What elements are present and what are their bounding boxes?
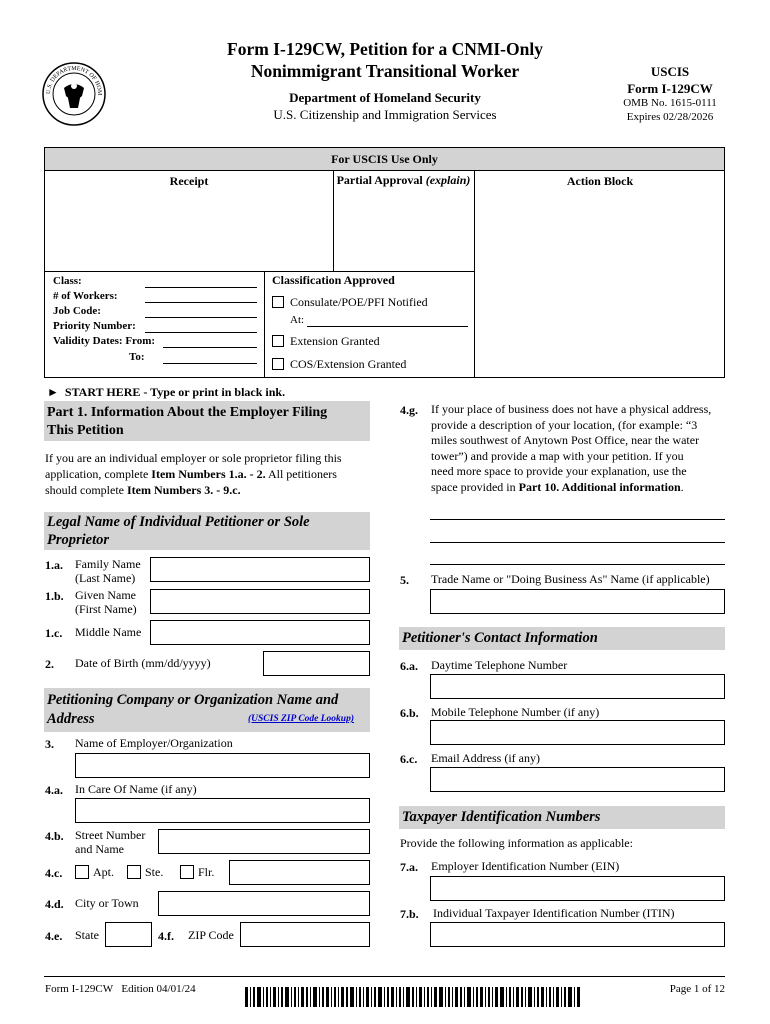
form-title	[190, 38, 580, 82]
family-name-input[interactable]	[150, 557, 370, 582]
dob-input[interactable]	[263, 651, 370, 676]
middle-name-input[interactable]	[150, 620, 370, 645]
item-7a-number: 7.a.	[400, 860, 418, 874]
legal-name-heading	[47, 513, 310, 549]
expiration: Expires 02/28/2026	[626, 111, 714, 123]
given-name-label-line2: (First Name)	[75, 602, 137, 616]
tax-intro: Provide the following information as applicable:	[400, 836, 633, 850]
street-input[interactable]	[158, 829, 370, 854]
omb-number: OMB No. 1615-0111	[623, 97, 717, 109]
itin-label: Individual Taxpayer Identification Number (ITIN)	[433, 906, 675, 920]
footer-form	[45, 983, 196, 995]
footer-rule	[44, 976, 725, 977]
ste-label: Ste.	[145, 865, 164, 879]
uscis-label: USCIS	[650, 64, 690, 79]
email-input[interactable]	[430, 767, 725, 792]
page-number: Page 1 of 12	[669, 983, 725, 995]
cos-checkbox[interactable]	[272, 358, 284, 370]
street-label	[75, 828, 145, 856]
item-4d-number: 4.d.	[45, 897, 64, 911]
ein-input[interactable]	[430, 876, 725, 901]
intro3-text: should complete	[45, 483, 127, 497]
form-title-line1: Form I-129CW, Petition for a CNMI-Only	[227, 39, 543, 59]
priority-label: Priority Number:	[53, 320, 136, 332]
at-label: At:	[290, 314, 305, 326]
receipt-label: Receipt	[169, 174, 209, 188]
item-4c-number: 4.c.	[45, 866, 63, 880]
company-heading-line2: Address	[47, 711, 95, 727]
divider	[45, 271, 474, 272]
tax-heading: Taxpayer Identification Numbers	[402, 809, 601, 825]
family-name-label-line2: (Last Name)	[75, 571, 136, 585]
item-4g-line6-ref: Part 10. Additional information	[518, 479, 681, 494]
item-4g-line6-end: .	[680, 479, 684, 494]
apt-label: Apt.	[93, 865, 114, 879]
department: Department of Homeland Security	[289, 90, 481, 105]
footer-edition: Edition 04/01/24	[121, 983, 196, 995]
extension-checkbox[interactable]	[272, 335, 284, 347]
workers-label: # of Workers:	[53, 290, 118, 302]
day-phone-label: Daytime Telephone Number	[431, 658, 568, 672]
item-4g-line6	[431, 480, 711, 496]
start-here	[47, 385, 285, 400]
flr-checkbox[interactable]	[180, 865, 194, 879]
workers-line	[145, 302, 257, 303]
street-label-line2: and Name	[75, 842, 124, 856]
given-name-label	[75, 588, 137, 616]
classification-label: Classification Approved	[272, 273, 395, 287]
validity-to-line	[163, 363, 257, 364]
email-label: Email Address (if any)	[431, 751, 540, 765]
unit-number-input[interactable]	[229, 860, 370, 885]
location-line-1[interactable]	[430, 519, 725, 520]
item-4g-number: 4.g.	[400, 403, 418, 417]
item-4g-line5: need more space to provide your explanation, use the	[431, 464, 687, 478]
job-code-line	[145, 317, 257, 318]
at-line	[307, 326, 468, 327]
legal-name-heading-line2: Proprietor	[47, 532, 110, 548]
item-4e-number: 4.e.	[45, 929, 63, 943]
divider	[264, 271, 265, 377]
ein-label: Employer Identification Number (EIN)	[431, 859, 620, 873]
explain-text: (explain)	[425, 173, 471, 187]
dhs-seal	[42, 62, 106, 126]
item-1b-number: 1.b.	[45, 589, 64, 603]
item-1c-number: 1.c.	[45, 626, 63, 640]
intro2-rest: All petitioners	[265, 467, 337, 481]
family-name-label-line1: Family Name	[75, 557, 141, 571]
contact-heading: Petitioner's Contact Information	[402, 630, 598, 646]
dob-label: Date of Birth (mm/dd/yyyy)	[75, 656, 211, 670]
item-4g-line1: If your place of business does not have a physical address,	[431, 402, 712, 416]
agency: U.S. Citizenship and Immigration Services	[273, 107, 497, 122]
middle-name-label: Middle Name	[75, 625, 142, 639]
item-1a-number: 1.a.	[45, 558, 63, 572]
partial-approval-text: Partial Approval	[336, 173, 423, 187]
divider	[474, 171, 475, 377]
part1-heading-line2: This Petition	[47, 423, 124, 438]
footer-form-id: Form I-129CW	[45, 983, 114, 995]
action-block-label: Action Block	[566, 174, 634, 188]
part1-heading-line1: Part 1. Information About the Employer Filing	[47, 405, 328, 420]
validity-to-label: To:	[129, 351, 145, 363]
street-label-line1: Street Number	[75, 828, 146, 842]
extension-label: Extension Granted	[290, 334, 380, 348]
itin-input[interactable]	[430, 922, 725, 947]
svg-text:U.S. DEPARTMENT OF HOMELAND SE: U.S. DEPARTMENT OF HOM	[45, 65, 103, 96]
partial-approval-label	[333, 173, 474, 188]
arrow-right-icon: ►	[47, 385, 59, 399]
class-line	[145, 287, 257, 288]
care-of-input[interactable]	[75, 798, 370, 823]
item-4a-number: 4.a.	[45, 783, 63, 797]
consulate-checkbox[interactable]	[272, 296, 284, 308]
item-4g-line3: miles southwest of Anytown Post Office, near the water	[431, 433, 700, 447]
state-input[interactable]	[105, 922, 152, 947]
part1-intro-line1: If you are an individual employer or sole proprietor filing this	[45, 451, 342, 465]
item-4g-line2: provide a description of your location, (for example: “3	[431, 417, 698, 432]
mobile-phone-input[interactable]	[430, 720, 725, 745]
day-phone-input[interactable]	[430, 674, 725, 699]
class-label: Class:	[53, 275, 82, 287]
part1-intro-line2	[45, 466, 342, 482]
consulate-label: Consulate/POE/PFI Notified	[290, 295, 428, 309]
form-title-line2: Nonimmigrant Transitional Worker	[250, 61, 520, 81]
location-line-3[interactable]	[430, 564, 725, 565]
job-code-label: Job Code:	[53, 305, 101, 317]
location-line-2[interactable]	[430, 542, 725, 543]
city-label: City or Town	[75, 896, 139, 910]
cos-label: COS/Extension Granted	[290, 357, 407, 371]
intro3-items: Item Numbers 3. - 9.c.	[126, 483, 241, 497]
trade-name-label: Trade Name or "Doing Business As" Name (if applicable)	[431, 572, 710, 586]
item-4f-number: 4.f.	[158, 929, 174, 943]
form-id: Form I-129CW	[627, 81, 713, 96]
item-4g-text	[431, 402, 711, 495]
part1-intro-line3	[45, 482, 342, 498]
family-name-label	[75, 557, 141, 585]
state-label: State	[75, 928, 99, 942]
employer-name-label: Name of Employer/Organization	[75, 736, 233, 750]
barcode	[245, 987, 580, 1007]
item-4b-number: 4.b.	[45, 829, 64, 843]
item-3-number: 3.	[45, 737, 54, 751]
item-4g-line6-text: space provided in	[431, 479, 519, 494]
item-4g-line4: tower”) and provide a map with your petition. If you	[431, 448, 684, 463]
company-heading-line1: Petitioning Company or Organization Name and	[47, 692, 339, 708]
part1-intro	[45, 450, 342, 498]
item-6b-number: 6.b.	[400, 706, 419, 720]
uscis-box-title: For USCIS Use Only	[331, 152, 438, 166]
intro2-text: application, complete	[45, 467, 152, 481]
city-input[interactable]	[158, 891, 370, 916]
employer-name-input[interactable]	[75, 753, 370, 778]
ste-checkbox[interactable]	[127, 865, 141, 879]
care-of-label: In Care Of Name (if any)	[75, 782, 197, 796]
zip-input[interactable]	[240, 922, 370, 947]
item-7b-number: 7.b.	[400, 907, 419, 921]
item-2-number: 2.	[45, 657, 54, 671]
validity-from-label: Validity Dates: From:	[53, 335, 156, 347]
zip-lookup-link[interactable]: (USCIS ZIP Code Lookup)	[248, 714, 355, 724]
priority-line	[145, 332, 257, 333]
given-name-input[interactable]	[150, 589, 370, 614]
legal-name-heading-line1: Legal Name of Individual Petitioner or Sole	[47, 514, 310, 530]
intro2-items: Item Numbers 1.a. - 2.	[151, 467, 266, 481]
trade-name-input[interactable]	[430, 589, 725, 614]
mobile-phone-label: Mobile Telephone Number (if any)	[431, 705, 600, 719]
validity-from-line	[163, 347, 257, 348]
zip-label: ZIP Code	[188, 928, 234, 942]
item-6a-number: 6.a.	[400, 659, 418, 673]
part1-heading	[47, 404, 327, 440]
apt-checkbox[interactable]	[75, 865, 89, 879]
item-5-number: 5.	[400, 573, 409, 587]
start-here-text: START HERE - Type or print in black ink.	[64, 385, 286, 399]
given-name-label-line1: Given Name	[75, 588, 136, 602]
flr-label: Flr.	[198, 865, 215, 879]
item-6c-number: 6.c.	[400, 752, 418, 766]
